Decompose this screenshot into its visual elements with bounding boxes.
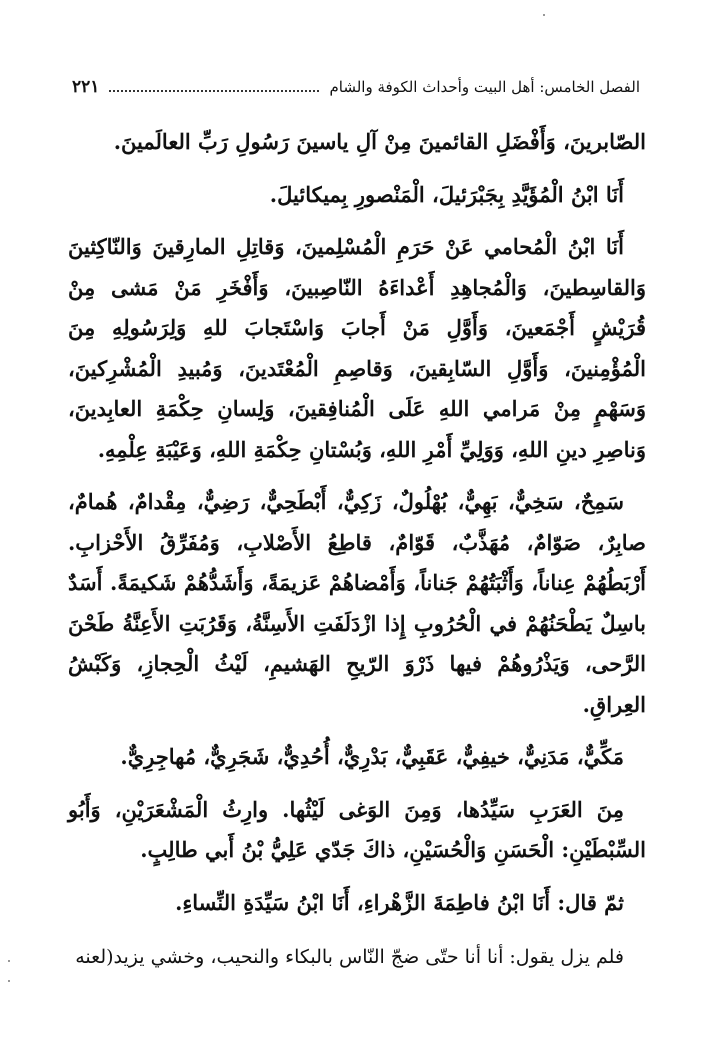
paragraph: فلم يزل يقول: أنا أنا حتّى ضجّ النّاس بالبكاء والنحيب، وخشي يزيد(لعنه <box>75 946 624 968</box>
scan-speck <box>8 980 10 982</box>
paragraph: الصّابرينَ، وَأَفْضَلِ القائمينَ مِنْ آلِ ياسينَ رَسُولِ رَبِّ العالَمينَ. <box>113 129 646 154</box>
body-text <box>68 122 646 978</box>
paragraph: ثمّ قال: أَنَا ابْنُ فاطِمَةَ الزَّهْراءِ، أَنَا ابْنُ سَيِّدَةِ النِّساءِ. <box>175 889 624 915</box>
running-header <box>72 72 640 102</box>
page-number: ٢٢١ <box>72 77 100 97</box>
scan-speck <box>8 960 10 962</box>
paragraph: مِنَ العَرَبِ سَيِّدُها، وَمِنَ الوَغى لَيْثُها. وارِثُ الْمَشْعَرَيْنِ، وَأَبُو السِّبْطَيْنِ: الْحَسَنِ وَالْحُسَيْنِ، ذاكَ جَدّي عَلِيُّ بْنُ أَبي طالِبٍ. <box>68 796 646 862</box>
paragraph: أَنَا ابْنُ الْمُؤَيَّدِ بِجَبْرَئيلَ، الْمَنْصورِ بِميكائيلَ. <box>269 181 624 207</box>
paragraph: مَكِّيٌّ، مَدَنِيٌّ، خيفِيٌّ، عَقَبِيٌّ، بَدْرِيٌّ، أُحُدِيٌّ، شَجَرِيٌّ، مُهاجِرِيٌّ. <box>120 744 624 769</box>
paragraph: أَنَا ابْنُ الْمُحامي عَنْ حَرَمِ الْمُسْلِمينَ، وَقاتِلِ المارِقينَ وَالنّاكِثينَ وَالقاسِطينَ، وَالْمُجاهِدِ أَعْداءَهُ النّاصِبينَ، وَأَفْخَرِ مَنْ مَشى مِنْ قُرَيْشٍ أَجْمَعينَ، وَأَوَّلِ مَنْ أَجابَ وَاسْتَجابَ للهِ وَلِرَسُولِهِ مِنَ الْمُؤْمِنينَ، وَأَوَّلِ السّابِقينَ، وَقاصِمِ الْمُعْتَدينَ، وَمُبيدِ الْمُشْرِكينَ، وَسَهْمٍ مِنْ مَرامي اللهِ عَلَى الْمُنافِقينَ، وَلِسانِ حِكْمَةِ العابِدينَ، وَناصِرِ دينِ اللهِ، وَوَلِيِّ أَمْرِ اللهِ، وَبُسْتانِ حِكْمَةِ اللهِ، وَعَيْبَةِ عِلْمِهِ. <box>68 234 646 462</box>
chapter-title: الفصل الخامس: أهل البيت وأحداث الكوفة والشام <box>329 78 640 96</box>
header-leader-dots <box>109 90 319 92</box>
scan-speck <box>543 14 545 16</box>
paragraph: سَمِحٌ، سَخِيٌّ، بَهِيٌّ، بُهْلُولٌ، زَكِيٌّ، أَبْطَحِيٌّ، رَضِيٌّ، مِقْدامٌ، هُمامٌ، صابِرٌ، صَوّامٌ، مُهَذَّبٌ، قَوّامٌ، قاطِعُ الأَصْلابِ، وَمُفَرِّقُ الأَحْزابِ. أَرْبَطُهُمْ عِناناً، وَأَثْبَتُهُمْ جَناناً، وَأَمْضاهُمْ عَزيمَةً، وَأَشَدُّهُمْ شَكيمَةً. أَسَدٌ باسِلٌ يَطْحَنُهُمْ في الْحُرُوبِ إِذا ازْدَلَفَتِ الأَسِنَّةُ، وَقَرُبَتِ الأَعِنَّةُ طَحْنَ الرَّحى، وَيَذْرُوهُمْ فيها ذَرْوَ الرّيحِ الهَشيمِ، لَيْثُ الْحِجازِ، وَكَبْشُ العِراقِ. <box>68 489 646 717</box>
